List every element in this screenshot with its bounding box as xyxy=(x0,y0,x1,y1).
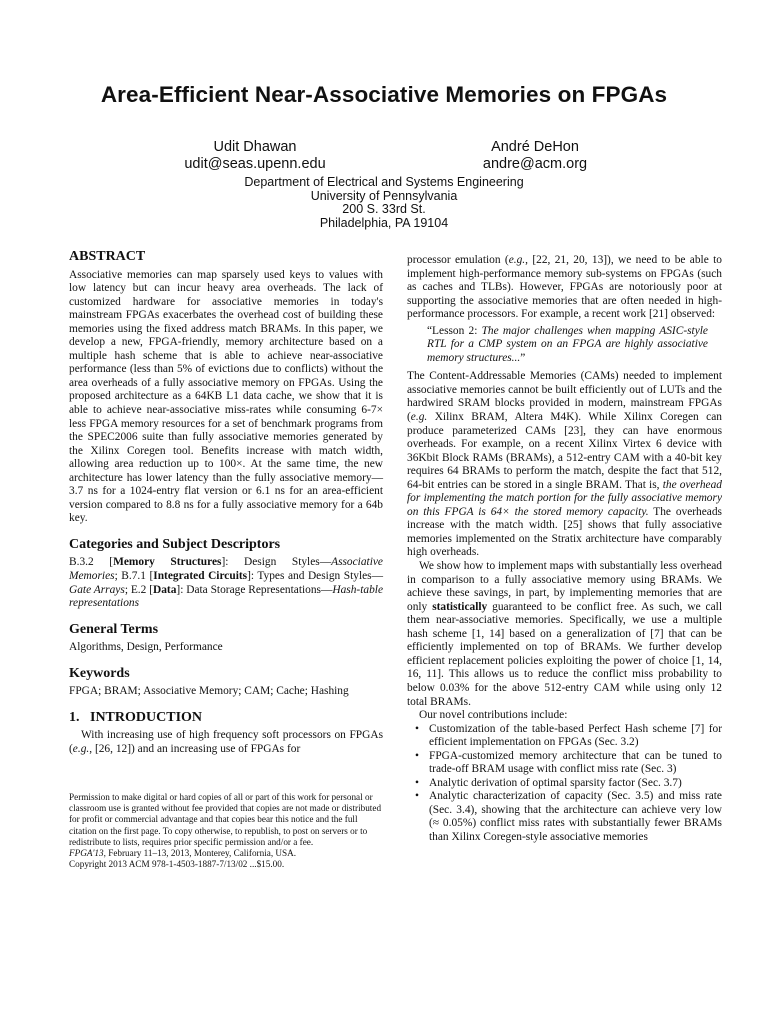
general-terms-text: Algorithms, Design, Performance xyxy=(69,641,223,654)
list-item: • Analytic characterization of capacity (Sec. 3.5) and miss rate (Sec. 3.4), showing that the architecture can achieve very low (≈ 0.05%) conflict miss rates with substantially fewer BRAMs than Xilinx Coregen-style associative memories xyxy=(421,790,722,844)
text-run: With increasing use of high frequency soft processors on FPGAs ( xyxy=(69,729,383,755)
text-run: B.3.2 [ xyxy=(69,556,114,569)
text-run: Gate Arrays xyxy=(69,583,125,596)
text-run: e.g. xyxy=(72,742,90,755)
text-run: Integrated Circuits xyxy=(153,570,248,583)
affiliation-line: University of Pennsylvania xyxy=(310,188,458,203)
general-terms-heading: General Terms xyxy=(69,621,159,637)
text-run: February 11–13, 2013, Monterey, California, USA. xyxy=(105,848,297,859)
text-run: ; E.2 [ xyxy=(124,583,153,596)
intro-paragraph-4: Our novel contributions include: xyxy=(419,709,568,722)
categories-heading: Categories and Subject Descriptors xyxy=(69,536,281,552)
author-name: André DeHon xyxy=(491,139,579,155)
text-run: ; B.7.1 [ xyxy=(114,570,154,583)
affiliation-line: Department of Electrical and Systems Engineering xyxy=(244,175,524,189)
text-run: ” xyxy=(520,351,526,364)
keywords-heading: Keywords xyxy=(69,665,130,681)
text-run: ]: Data Storage Representations— xyxy=(176,583,333,596)
contributions-list xyxy=(407,723,722,845)
text-run: , [22, 21, 20, 13]), we need to be able to implement high-performance memory sub-systems on FPGAs (such as caches and TLBs). However, FPGAs are notoriously poor at supporting the associative memories that are often needed in high-performance processors. For example, a recent work [21] observed: xyxy=(407,254,722,321)
permission-text: Permission to make digital or hard copies of all or part of this work for personal or classroom use is granted without fee provided that copies are not made or distributed for profit or commercial advantage and that copies bear this notice and the full citation on the first page. To copy otherwise, to republish, to post on servers or to redistribute to lists, requires prior specific permission and/or a fee. xyxy=(69,792,382,847)
author-email: udit@seas.upenn.edu xyxy=(184,156,326,172)
categories-text xyxy=(69,556,383,610)
text-run: guaranteed to be conflict free. As such, we call them near-associative memories. Specifically, we use a multiple hash scheme [1, 14] based on a generalization of [7] that can be efficiently implemented on top of BRAMs. We further develop efficient replacement policies exploiting the power of choice [1, 14, 16, 11]. This allows us to reduce the conflict miss probability to below 0.03% for the above 512-entry CAM while using only 12 total BRAMs. xyxy=(407,600,722,708)
list-item: • Analytic derivation of optimal sparsity factor (Sec. 3.7) xyxy=(421,777,722,791)
list-item: • FPGA-customized memory architecture that can be tuned to trade-off BRAM usage with conflict miss rate (Sec. 3) xyxy=(421,750,722,777)
text-run: FPGA'13, xyxy=(69,848,106,859)
text-run: e.g. xyxy=(508,254,526,266)
affiliation-line: Philadelphia, PA 19104 xyxy=(319,215,449,230)
text-run: Associative Memories xyxy=(69,556,383,583)
text-run: ]: Types and Design Styles— xyxy=(247,570,383,583)
author-block-2 xyxy=(420,139,650,173)
text-run: statistically xyxy=(432,600,488,613)
right-column xyxy=(407,254,722,845)
copyright-line: Copyright 2013 ACM 978-1-4503-1887-7/13/02 ...$15.00. xyxy=(69,859,285,870)
affiliation-line: 200 S. 33rd St. xyxy=(342,202,426,217)
text-run: Memory Structures xyxy=(113,556,222,569)
text-run: ]: Design Styles— xyxy=(221,556,332,569)
abstract-text: Associative memories can map sparsely used keys to values with low latency but can incur heavy area overheads. The lack of customized hardware for associative memories in today's mainstream FPGAs exacerbates the overhead cost of building these memories using the fixed address match BRAMs. In this paper, we develop a new, FPGA-friendly, memory architecture based on a multiple hash scheme that is able to achieve near-associative performance (less than 5% of evictions due to conflicts) without the area overheads of a fully associative memory on FPGAs. Using the proposed architecture as a 64KB L1 data cache, we show that it is able to achieve near-associative miss-rates while consuming 6-7× less FPGA memory resources for a set of benchmark programs from the SPEC2006 suite than fully associative memories generated by the Xilinx Coregen tool. Benefits increase with match width, allowing area reduction up to 100×. At the same time, the new architecture has lower latency than the fully associative memory—3.7 ns for a 1024-entry flat version or 6.1 ns for an area-efficient version compared to 8.8 ns for a fully associative memory for a 64b key. xyxy=(69,268,383,525)
text-run: the overhead for implementing the match portion for the fully associative memory on this FPGA is 64× the stored memory capacity. xyxy=(407,478,722,518)
affiliation xyxy=(0,176,768,230)
author-email: andre@acm.org xyxy=(482,156,588,172)
text-run: The major challenges when mapping ASIC-style RTL for a CMP system on an FPGA are highly associative memory structures... xyxy=(427,324,708,364)
text-run: The Content-Addressable Memories (CAMs) needed to implement associative memories cannot be built efficiently out of LUTs and the hardwired SRAM blocks provided in modern, mainstream FPGAs ( xyxy=(407,370,722,424)
text-run: e.g. xyxy=(410,411,428,424)
author-name: Udit Dhawan xyxy=(213,139,297,155)
text-run: processor emulation ( xyxy=(407,254,509,266)
list-item: • Customization of the table-based Perfect Hash scheme [7] for efficient implementation on FPGAs (Sec. 3.2) xyxy=(421,723,722,750)
abstract-heading: ABSTRACT xyxy=(69,249,146,264)
text-run: , [26, 12]) and an increasing use of FPGAs for xyxy=(89,742,301,755)
intro-paragraph-1 xyxy=(69,729,383,756)
block-quote xyxy=(407,325,722,366)
paper-title: Area-Efficient Near-Associative Memories on FPGAs xyxy=(100,82,668,107)
keywords-text: FPGA; BRAM; Associative Memory; CAM; Cache; Hashing xyxy=(69,685,349,698)
intro-paragraph-2 xyxy=(407,370,722,560)
introduction-heading: 1. INTRODUCTION xyxy=(69,709,203,725)
permission-footnote xyxy=(69,792,387,870)
text-run: Xilinx BRAM, Altera M4K). While Xilinx Coregen can produce parameterized CAMs [23], they can have enormous overheads. For example, on a recent Xilinx Virtex 6 device with 36Kbit Block RAMs (BRAMs), a 512-entry CAM with a 40-bit key requires 64 BRAMs to perform the match, despite the fact that 512, 64-bit entries can be stored in a single BRAM. That is, xyxy=(407,411,722,491)
intro-paragraph-3 xyxy=(407,560,722,709)
text-run: Hash-table representations xyxy=(69,583,383,610)
text-run: The overheads increase with the match width. [25] shows that fully associative memories implemented on the Stratix architecture have comparably high overheads. xyxy=(407,505,722,559)
author-block-1 xyxy=(140,139,370,173)
intro-paragraph-1-continued xyxy=(407,254,722,322)
text-run: “Lesson 2: xyxy=(427,324,482,337)
venue-line xyxy=(69,848,387,859)
text-run: Data xyxy=(152,583,177,596)
left-column xyxy=(69,250,383,757)
text-run: We show how to implement maps with substantially less overhead in comparison to a fully associative memory using BRAMs. We achieve these savings, in part, by implementing memories that are only xyxy=(407,560,722,613)
